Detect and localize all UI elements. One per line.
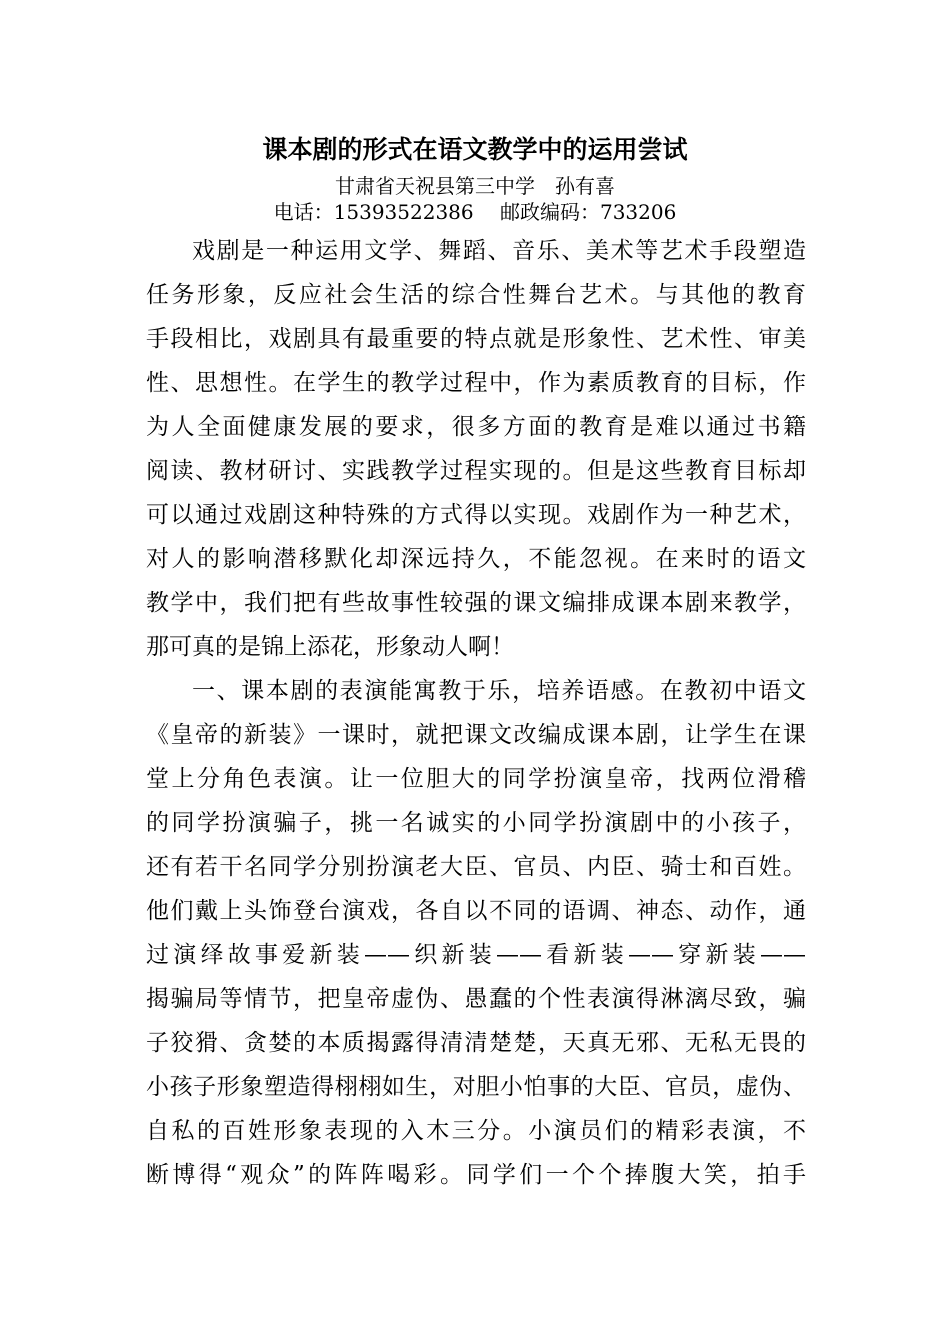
author-line: 甘肃省天祝县第三中学 孙有喜 bbox=[335, 174, 615, 198]
paragraph-2-line: 一、课本剧的表演能寓教于乐，培养语感。在教初中语文 bbox=[192, 678, 806, 704]
paragraph-2-line: 堂上分角色表演。让一位胆大的同学扮演皇帝，找两位滑稽 bbox=[146, 766, 806, 792]
paragraph-1-line: 手段相比，戏剧具有最重要的特点就是形象性、艺术性、审美 bbox=[146, 326, 806, 352]
paragraph-2-line: 他们戴上头饰登台演戏，各自以不同的语调、神态、动作，通 bbox=[146, 898, 806, 924]
paragraph-1-line: 为人全面健康发展的要求，很多方面的教育是难以通过书籍 bbox=[146, 414, 806, 440]
paragraph-1-line: 教学中，我们把有些故事性较强的课文编排成课本剧来教学， bbox=[146, 590, 806, 616]
body-text bbox=[146, 229, 806, 1197]
paragraph-2-line: 自私的百姓形象表现的入木三分。小演员们的精彩表演，不 bbox=[146, 1118, 806, 1144]
paragraph-1-line: 性、思想性。在学生的教学过程中，作为素质教育的目标，作 bbox=[146, 370, 806, 396]
document-title: 课本剧的形式在语文教学中的运用尝试 bbox=[262, 135, 688, 164]
paragraph-1-line: 那可真的是锦上添花，形象动人啊！ bbox=[146, 634, 514, 660]
paragraph-2-line: 小孩子形象塑造得栩栩如生，对胆小怕事的大臣、官员，虚伪、 bbox=[146, 1074, 806, 1100]
paragraph-2-line: 过演绎故事爱新装——织新装——看新装——穿新装—— bbox=[146, 942, 806, 968]
paragraph-2-line: 断博得“观众”的阵阵喝彩。同学们一个个捧腹大笑，拍手 bbox=[146, 1162, 806, 1188]
paragraph-1-line: 戏剧是一种运用文学、舞蹈、音乐、美术等艺术手段塑造 bbox=[192, 238, 806, 264]
paragraph-1-line: 可以通过戏剧这种特殊的方式得以实现。戏剧作为一种艺术， bbox=[146, 502, 806, 528]
paragraph-2-line: 《皇帝的新装》一课时，就把课文改编成课本剧，让学生在课 bbox=[146, 722, 806, 748]
paragraph-2-line: 揭骗局等情节，把皇帝虚伪、愚蠢的个性表演得淋漓尽致，骗 bbox=[146, 986, 806, 1012]
contact-line: 电话：15393522386 邮政编码：733206 bbox=[273, 200, 677, 224]
paragraph-2-line: 的同学扮演骗子，挑一名诚实的小同学扮演剧中的小孩子， bbox=[146, 810, 806, 836]
paragraph-2-line: 还有若干名同学分别扮演老大臣、官员、内臣、骑士和百姓。 bbox=[146, 854, 806, 880]
paragraph-1-line: 对人的影响潜移默化却深远持久，不能忽视。在来时的语文 bbox=[146, 546, 806, 572]
paragraph-2-line: 子狡猾、贪婪的本质揭露得清清楚楚，天真无邪、无私无畏的 bbox=[146, 1030, 806, 1056]
paragraph-1-line: 阅读、教材研讨、实践教学过程实现的。但是这些教育目标却 bbox=[146, 458, 806, 484]
paragraph-1-line: 任务形象，反应社会生活的综合性舞台艺术。与其他的教育 bbox=[146, 282, 806, 308]
